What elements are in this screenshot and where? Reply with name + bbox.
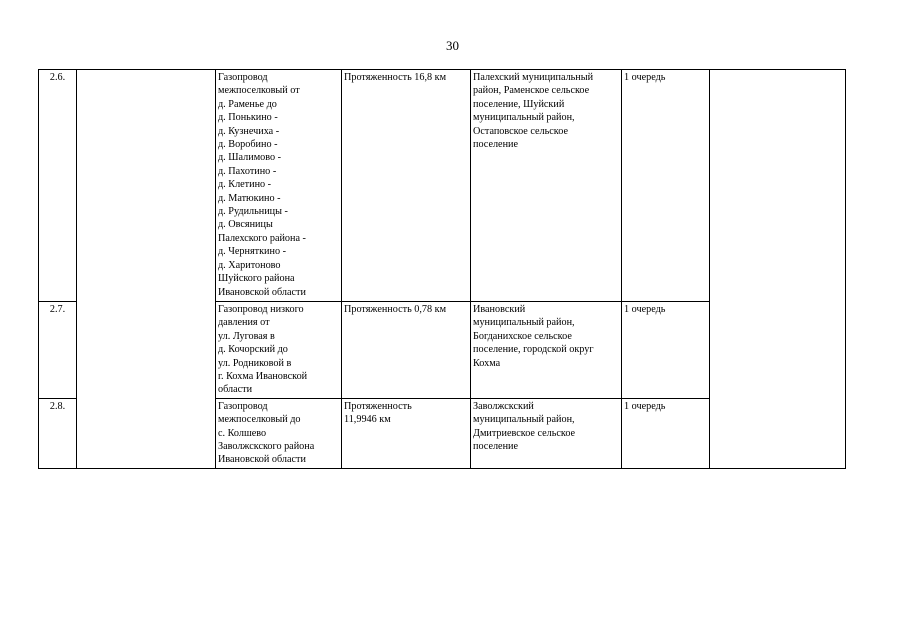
empty-notes-cell: [710, 70, 846, 469]
row-number-cell: 2.8.: [39, 398, 77, 468]
object-name-cell: Газопровод межпоселковый до с. Колшево Заволжскского района Ивановской области: [216, 398, 342, 468]
characteristic-cell: Протяженность 16,8 км: [342, 70, 471, 302]
page-number: 30: [446, 38, 459, 53]
characteristic-cell: Протяженность 0,78 км: [342, 302, 471, 399]
stage-cell: 1 очередь: [622, 70, 710, 302]
objects-table: [38, 69, 846, 469]
characteristic-cell: Протяженность 11,9946 км: [342, 398, 471, 468]
table-row: [39, 70, 846, 302]
object-name-cell: Газопровод низкого давления от ул. Луговая в д. Кочорский до ул. Родниковой в г. Кохма Ивановской области: [216, 302, 342, 399]
stage-cell: 1 очередь: [622, 302, 710, 399]
location-cell: Ивановский муниципальный район, Богданихское сельское поселение, городской округ Кохма: [471, 302, 622, 399]
stage-cell: 1 очередь: [622, 398, 710, 468]
object-name-cell: Газопровод межпоселковый от д. Раменье до д. Понькино - д. Кузнечиха - д. Воробино - д. Шалимово - д. Пахотино - д. Клетино - д. Матюкино - д. Рудильницы - д. Овсяницы Палехского района - д. Черняткино - д. Харитоново Шуйского района Ивановской области: [216, 70, 342, 302]
row-number-cell: 2.6.: [39, 70, 77, 302]
empty-group-cell: [77, 70, 216, 469]
row-number-cell: 2.7.: [39, 302, 77, 399]
location-cell: Палехский муниципальный район, Раменское сельское поселение, Шуйский муниципальный район, Остаповское сельское поселение: [471, 70, 622, 302]
location-cell: Заволжскский муниципальный район, Дмитриевское сельское поселение: [471, 398, 622, 468]
